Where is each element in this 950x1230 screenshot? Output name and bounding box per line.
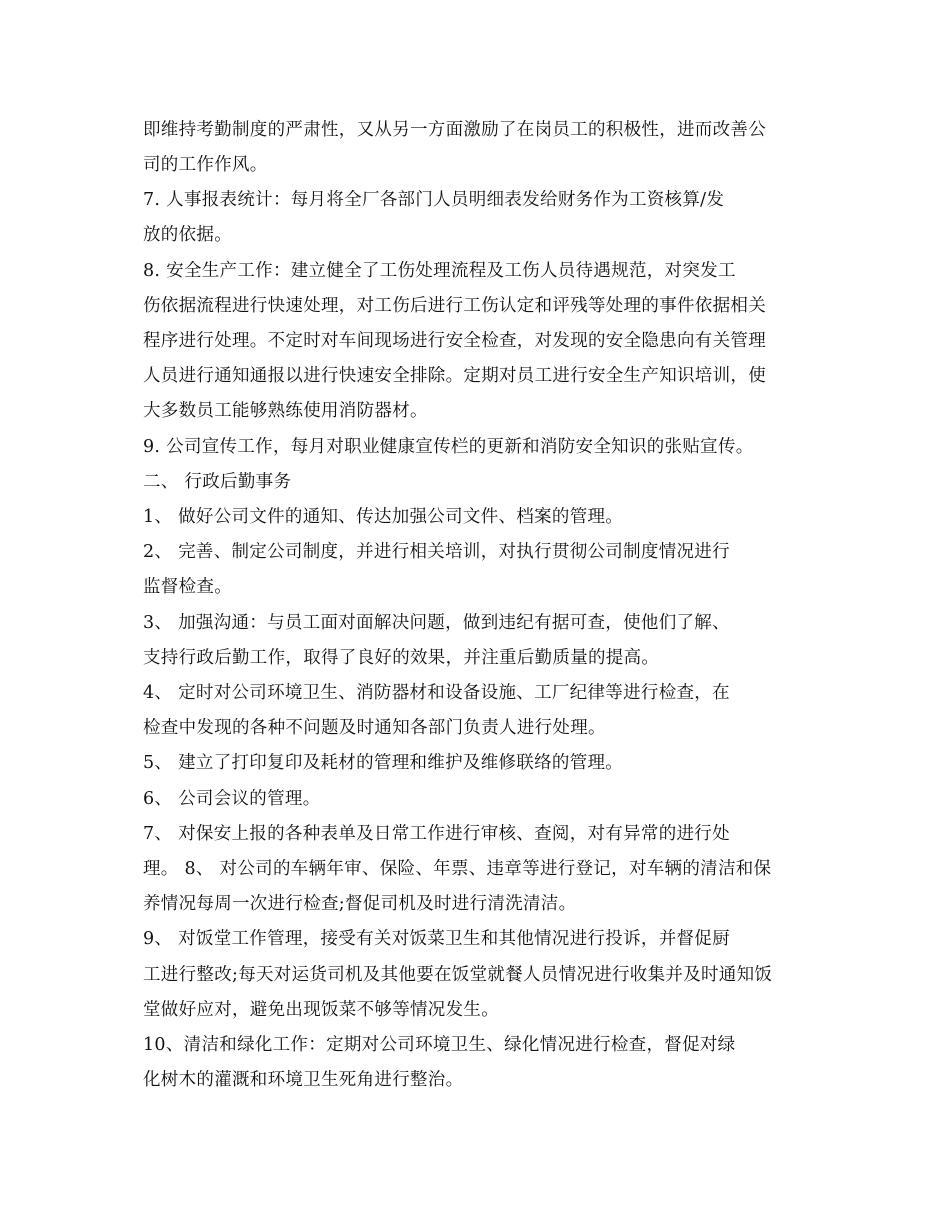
text-line: 检查中发现的各种不问题及时通知各部门负责人进行处理。 <box>143 718 606 738</box>
text-line: 堂做好应对，避免出现饭菜不够等情况发生。 <box>143 1000 499 1020</box>
text-line: 4、 定时对公司环境卫生、消防器材和设备设施、工厂纪律等进行检查，在 <box>143 683 730 703</box>
text-line: 大多数员工能够熟练使用消防器材。 <box>143 401 428 421</box>
text-line: 理。 8、 对公司的车辆年审、保险、年票、违章等进行登记，对车辆的清洁和保 <box>143 859 772 879</box>
text-line: 养情况每周一次进行检查;督促司机及时进行清洗清洁。 <box>143 894 577 914</box>
text-line: 7. 人事报表统计：每月将全厂各部门人员明细表发给财务作为工资核算/发 <box>143 190 725 210</box>
text-line: 监督检查。 <box>143 577 232 597</box>
text-line: 9、 对饭堂工作管理，接受有关对饭菜卫生和其他情况进行投诉，并督促厨 <box>143 929 730 949</box>
text-line: 司的工作作风。 <box>143 155 268 175</box>
text-line: 7、 对保安上报的各种表单及日常工作进行审核、查阅，对有异常的进行处 <box>143 824 730 844</box>
text-line: 10、清洁和绿化工作：定期对公司环境卫生、绿化情况进行检查，督促对绿 <box>143 1035 736 1055</box>
text-line: 化树木的灌溉和环境卫生死角进行整治。 <box>143 1070 464 1090</box>
text-line: 2、 完善、制定公司制度，并进行相关培训，对执行贯彻公司制度情况进行 <box>143 542 730 562</box>
section-heading: 二、 行政后勤事务 <box>143 472 292 492</box>
text-line: 6、 公司会议的管理。 <box>143 789 321 809</box>
text-line: 伤依据流程进行快速处理，对工伤后进行工伤认定和评残等处理的事件依据相关 <box>143 296 766 316</box>
text-line: 放的依据。 <box>143 225 232 245</box>
text-line: 9. 公司宣传工作，每月对职业健康宣传栏的更新和消防安全知识的张贴宣传。 <box>143 437 754 457</box>
text-line: 3、 加强沟通：与员工面对面解决问题，做到违纪有据可查，使他们了解、 <box>143 613 730 633</box>
text-line: 支持行政后勤工作，取得了良好的效果，并注重后勤质量的提高。 <box>143 648 660 668</box>
text-line: 人员进行通知通报以进行快速安全排除。定期对员工进行安全生产知识培训，使 <box>143 366 766 386</box>
text-line: 1、 做好公司文件的通知、传达加强公司文件、档案的管理。 <box>143 507 624 527</box>
text-line: 8. 安全生产工作：建立健全了工伤处理流程及工伤人员待遇规范，对突发工 <box>143 261 736 281</box>
text-line: 即维持考勤制度的严肃性，又从另一方面激励了在岗员工的积极性，进而改善公 <box>143 120 766 140</box>
text-line: 5、 建立了打印复印及耗材的管理和维护及维修联络的管理。 <box>143 753 624 773</box>
text-line: 程序进行处理。不定时对车间现场进行安全检查，对发现的安全隐患向有关管理 <box>143 331 766 351</box>
text-line: 工进行整改;每天对运货司机及其他要在饭堂就餐人员情况进行收集并及时通知饭 <box>143 965 773 985</box>
